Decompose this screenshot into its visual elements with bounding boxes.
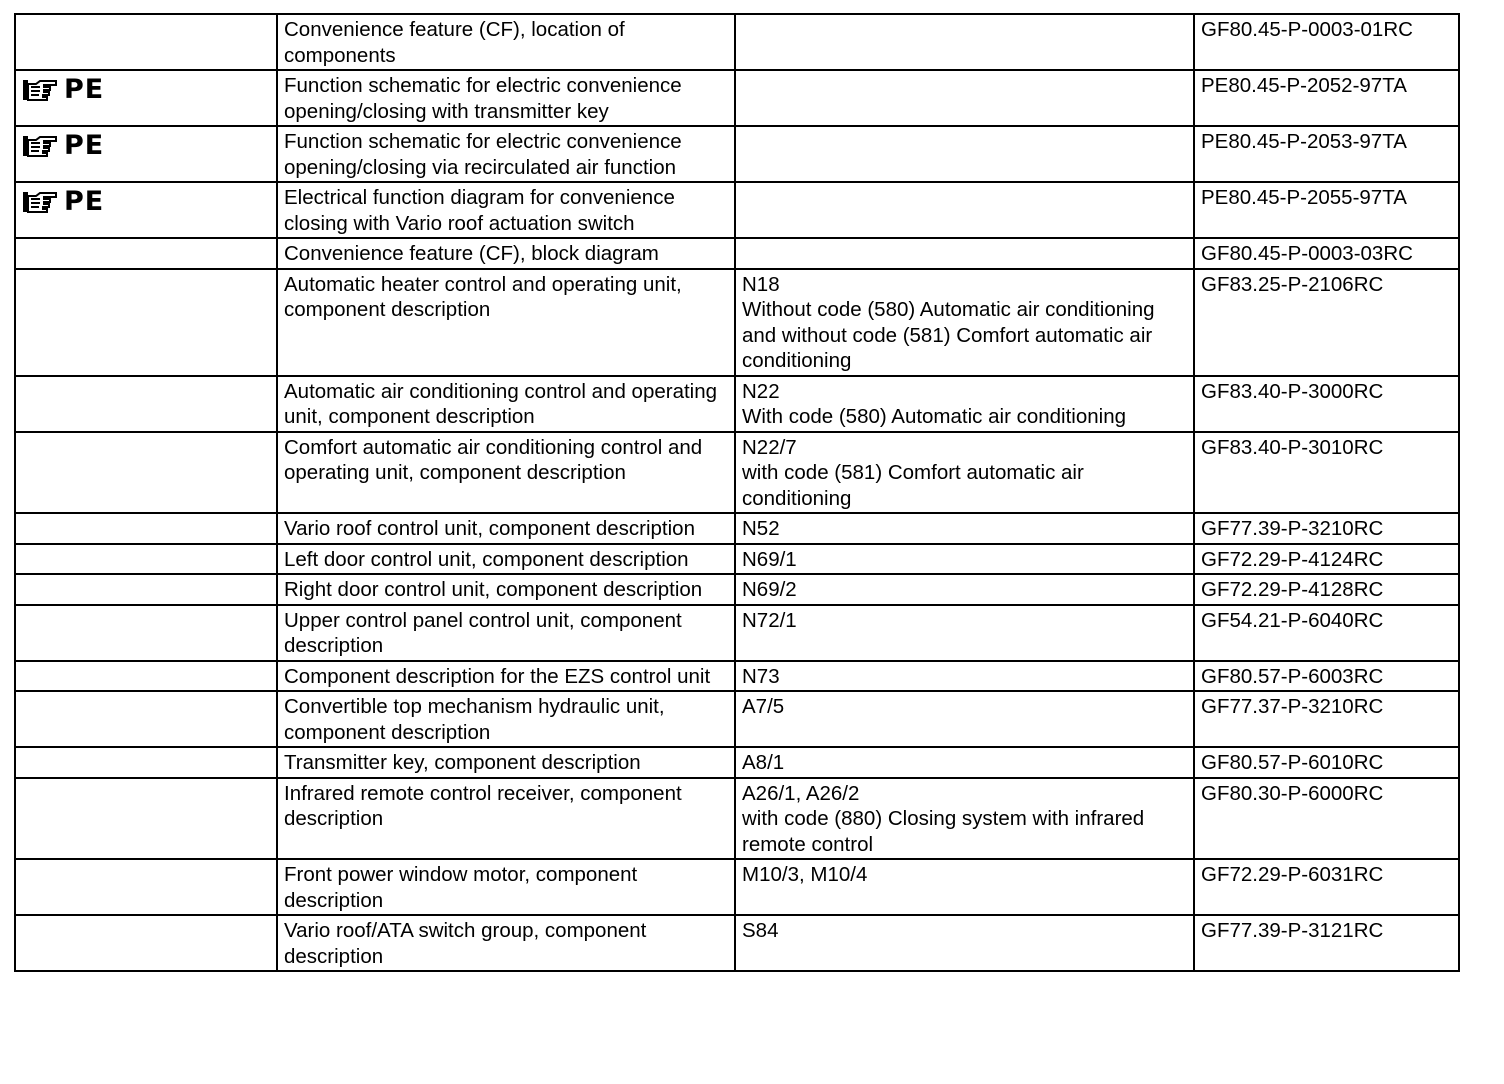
document-number-cell[interactable]: PE80.45-P-2053-97TA: [1194, 126, 1459, 182]
document-title-cell: Transmitter key, component description: [277, 747, 735, 778]
table-row: [15, 691, 1459, 747]
pe-label: PE: [64, 130, 105, 161]
table-row: [15, 859, 1459, 915]
pe-marker-cell: [15, 126, 277, 182]
pe-marker-cell: [15, 513, 277, 544]
pointing-hand-icon: [22, 133, 58, 159]
document-number-cell[interactable]: GF77.37-P-3210RC: [1194, 691, 1459, 747]
table-row: [15, 432, 1459, 514]
document-number-cell[interactable]: PE80.45-P-2052-97TA: [1194, 70, 1459, 126]
component-cell: [735, 70, 1194, 126]
document-number-cell[interactable]: GF80.57-P-6010RC: [1194, 747, 1459, 778]
pe-marker-cell: [15, 574, 277, 605]
pe-marker: [22, 73, 270, 107]
table-row: [15, 238, 1459, 269]
pe-marker-cell: [15, 661, 277, 692]
document-title-cell: Vario roof/ATA switch group, component description: [277, 915, 735, 971]
pe-marker-cell: [15, 432, 277, 514]
pe-marker-cell: [15, 376, 277, 432]
pe-marker-cell: [15, 238, 277, 269]
table-row: [15, 544, 1459, 575]
component-cell: M10/3, M10/4: [735, 859, 1194, 915]
document-number-cell[interactable]: GF72.29-P-4128RC: [1194, 574, 1459, 605]
component-cell: [735, 14, 1194, 70]
document-title-cell: Infrared remote control receiver, component description: [277, 778, 735, 860]
component-cell: N72/1: [735, 605, 1194, 661]
component-cell: N69/1: [735, 544, 1194, 575]
table-row: [15, 126, 1459, 182]
document-title-cell: Component description for the EZS control unit: [277, 661, 735, 692]
table-row: [15, 269, 1459, 376]
component-cell: A7/5: [735, 691, 1194, 747]
table-row: [15, 14, 1459, 70]
component-cell: N69/2: [735, 574, 1194, 605]
document-title-cell: Comfort automatic air conditioning control and operating unit, component description: [277, 432, 735, 514]
document-title-cell: Upper control panel control unit, component description: [277, 605, 735, 661]
document-number-cell[interactable]: GF77.39-P-3210RC: [1194, 513, 1459, 544]
table-row: [15, 513, 1459, 544]
pe-marker-cell: [15, 70, 277, 126]
table-row: [15, 182, 1459, 238]
document-title-cell: Vario roof control unit, component description: [277, 513, 735, 544]
document-number-cell[interactable]: GF83.25-P-2106RC: [1194, 269, 1459, 376]
document-title-cell: Right door control unit, component description: [277, 574, 735, 605]
pe-label: PE: [64, 186, 105, 217]
pe-marker-cell: [15, 859, 277, 915]
component-cell: [735, 126, 1194, 182]
component-cell: [735, 182, 1194, 238]
table-row: [15, 376, 1459, 432]
document-title-cell: Function schematic for electric convenience opening/closing via recirculated air function: [277, 126, 735, 182]
document-title-cell: Electrical function diagram for convenience closing with Vario roof actuation switch: [277, 182, 735, 238]
component-cell: A26/1, A26/2 with code (880) Closing system with infrared remote control: [735, 778, 1194, 860]
component-cell: N22/7 with code (581) Comfort automatic air conditioning: [735, 432, 1194, 514]
component-cell: [735, 238, 1194, 269]
table-row: [15, 605, 1459, 661]
table-row: [15, 747, 1459, 778]
pe-marker-cell: [15, 544, 277, 575]
document-title-cell: Convertible top mechanism hydraulic unit, component description: [277, 691, 735, 747]
document-reference-table: [14, 13, 1460, 972]
document-number-cell[interactable]: GF80.45-P-0003-01RC: [1194, 14, 1459, 70]
pe-marker-cell: [15, 182, 277, 238]
document-number-cell[interactable]: GF72.29-P-4124RC: [1194, 544, 1459, 575]
table-row: [15, 70, 1459, 126]
pe-label: PE: [64, 74, 105, 105]
document-title-cell: Function schematic for electric convenience opening/closing with transmitter key: [277, 70, 735, 126]
table-row: [15, 778, 1459, 860]
pe-marker-cell: [15, 605, 277, 661]
table-row: [15, 661, 1459, 692]
pe-marker-cell: [15, 915, 277, 971]
pointing-hand-icon: [22, 77, 58, 103]
component-cell: N18 Without code (580) Automatic air conditioning and without code (581) Comfort automatic air conditioning: [735, 269, 1194, 376]
document-title-cell: Automatic heater control and operating unit, component description: [277, 269, 735, 376]
table-row: [15, 574, 1459, 605]
document-title-cell: Left door control unit, component description: [277, 544, 735, 575]
pe-marker-cell: [15, 691, 277, 747]
document-title-cell: Convenience feature (CF), block diagram: [277, 238, 735, 269]
document-number-cell[interactable]: GF80.57-P-6003RC: [1194, 661, 1459, 692]
document-number-cell[interactable]: GF54.21-P-6040RC: [1194, 605, 1459, 661]
document-number-cell[interactable]: GF83.40-P-3010RC: [1194, 432, 1459, 514]
component-cell: N73: [735, 661, 1194, 692]
document-number-cell[interactable]: GF72.29-P-6031RC: [1194, 859, 1459, 915]
document-number-cell[interactable]: GF83.40-P-3000RC: [1194, 376, 1459, 432]
pe-marker-cell: [15, 269, 277, 376]
document-title-cell: Convenience feature (CF), location of components: [277, 14, 735, 70]
component-cell: N52: [735, 513, 1194, 544]
pe-marker-cell: [15, 747, 277, 778]
document-number-cell[interactable]: GF80.30-P-6000RC: [1194, 778, 1459, 860]
document-title-cell: Front power window motor, component description: [277, 859, 735, 915]
pe-marker: [22, 129, 270, 163]
pe-marker-cell: [15, 14, 277, 70]
document-number-cell[interactable]: GF77.39-P-3121RC: [1194, 915, 1459, 971]
table-row: [15, 915, 1459, 971]
pe-marker: [22, 185, 270, 219]
component-cell: A8/1: [735, 747, 1194, 778]
table-body: [15, 14, 1459, 971]
component-cell: S84: [735, 915, 1194, 971]
component-cell: N22 With code (580) Automatic air conditioning: [735, 376, 1194, 432]
document-title-cell: Automatic air conditioning control and operating unit, component description: [277, 376, 735, 432]
pointing-hand-icon: [22, 189, 58, 215]
document-number-cell[interactable]: PE80.45-P-2055-97TA: [1194, 182, 1459, 238]
document-number-cell[interactable]: GF80.45-P-0003-03RC: [1194, 238, 1459, 269]
pe-marker-cell: [15, 778, 277, 860]
